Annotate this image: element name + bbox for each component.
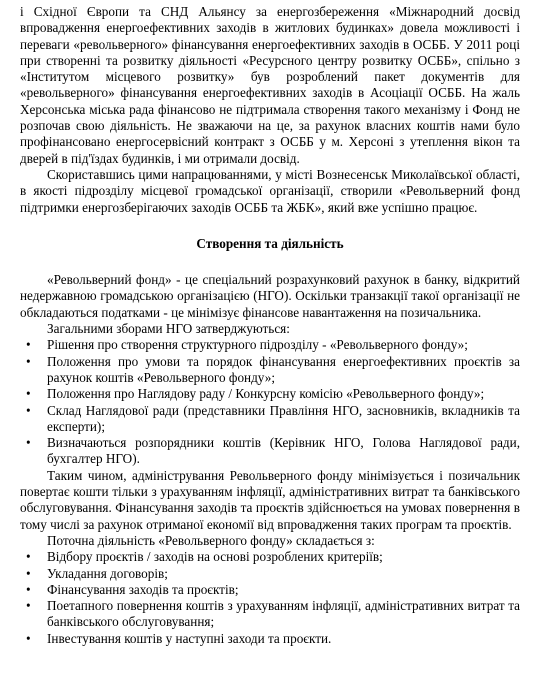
approval-list <box>20 337 520 467</box>
paragraph-voznesensk: Скориставшись цими напрацюваннями, у місті Вознесенськ Миколаївської області, в якості підрозділу місцевої громадської організації, створили «Револьверний фонд підтримки енергозберігаючих заходів ОСББ та ЖБК», який вже успішно працює. <box>20 166 520 215</box>
list-item: • Поетапного повернення коштів з урахуванням інфляції, адміністративних витрат та банківського обслуговування; <box>20 598 520 631</box>
paragraph-administration: Таким чином, адміністрування Револьверного фонду мінімізується і позичальник повертає кошти тільки з урахуванням інфляції, адміністративних витрат та банківського обслуговування. Фінансування заходів та проєктів здійснюється на умовах повернення в тому числі за рахунок отриманої економії від впровадження таких програм та проєктів. <box>20 467 520 532</box>
definition-text: - це спеціальний розрахунковий рахунок в банку, відкритий недержавною громадською організацією (НГО). Оскільки транзакції такої організації не обкладаються податками - це мінімізує фінансове навантаження на позичальника. <box>20 272 520 320</box>
list-item: • Положення про Наглядову раду / Конкурсну комісію «Револьверного фонду»; <box>20 386 520 402</box>
paragraph-intro: і Східної Європи та СНД Альянсу за енергозбереження «Міжнародний досвід впровадження енергоефективних заходів в житлових будинках» довела можливості і переваги «револьверного» фінансування енергоефективних заходів в ОСББ. У 2011 році при створенні та розвитку діяльності «Ресурсного центру розвитку ОСББ», спільно з «Інститутом місцевого розвитку» був розроблений пакет документів для «револьверного» фінансування енергоефективних заходів в Асоціації ОСББ. На жаль Херсонська міська рада фінансово не підтримала створення такого механізму і Фонд не розпочав свою діяльність. Не зважаючи на це, за рахунок власних коштів нами було профінансовано енергосервісний контракт з ОСББ у м. Херсоні з утеплення вікон та дверей в під'їздах будинків, і ми отримали досвід. <box>20 4 520 166</box>
list-item: • Склад Наглядової ради (представники Правління НГО, засновників, вкладників та експерти); <box>20 403 520 436</box>
activity-list <box>20 549 520 647</box>
list-item: • Рішення про створення структурного підрозділу - «Револьверного фонду»; <box>20 337 520 353</box>
list-item: • Визначаються розпорядники коштів (Керівник НГО, Голова Наглядової ради, бухгалтер НГО). <box>20 435 520 468</box>
paragraph-definition <box>20 272 520 321</box>
list-item: • Відбору проєктів / заходів на основі розроблених критеріїв; <box>20 549 520 565</box>
list-item: • Інвестування коштів у наступні заходи та проєкти. <box>20 631 520 647</box>
section-heading: Створення та діяльність <box>196 235 344 251</box>
fund-name-term: «Револьверний фонд» <box>47 272 172 288</box>
list1-intro: Загальними зборами НГО затверджуються: <box>47 321 290 337</box>
list2-intro: Поточна діяльність «Револьверного фонду» складається з: <box>47 532 375 548</box>
list-item: • Фінансування заходів та проєктів; <box>20 582 520 598</box>
list-item: • Положення про умови та порядок фінансування енергоефективних проєктів за рахунок коштів «Револьверного фонду»; <box>20 354 520 387</box>
list-item: • Укладання договорів; <box>20 566 520 582</box>
